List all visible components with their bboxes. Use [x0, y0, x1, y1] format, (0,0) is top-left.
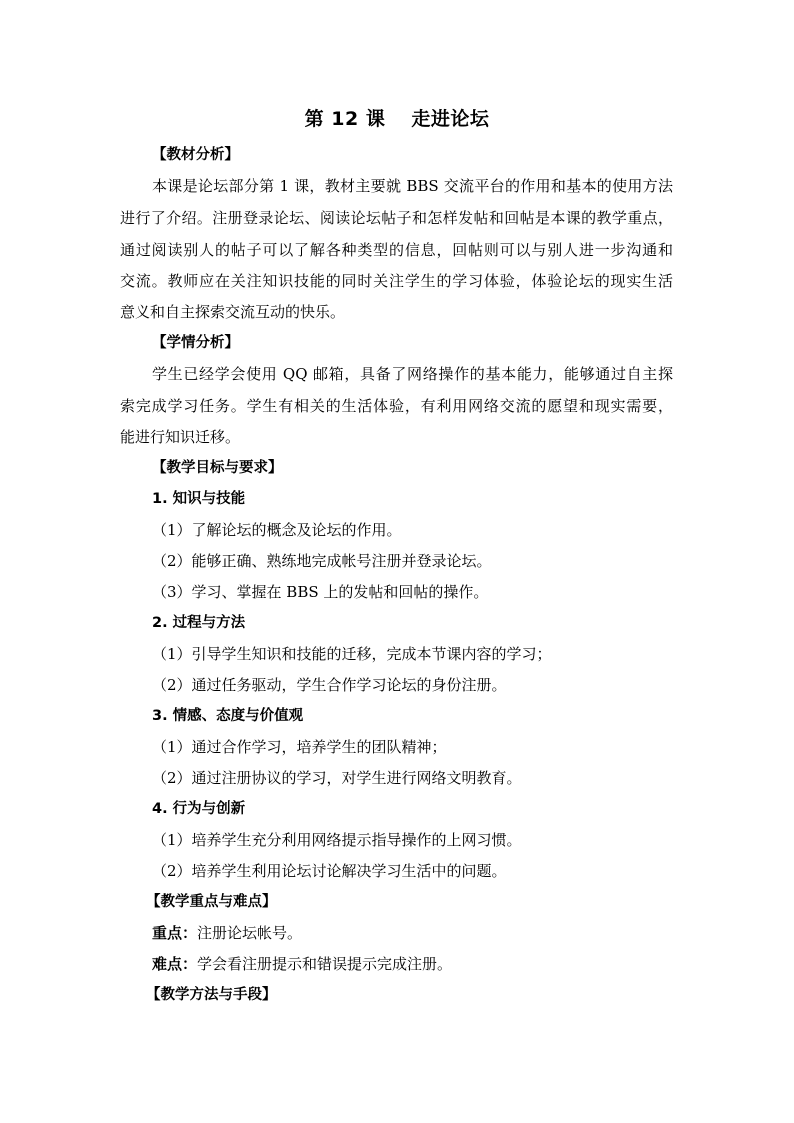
- section-heading-students: 【学情分析】: [152, 335, 239, 351]
- goal-item: （1）通过合作学习，培养学生的团队精神；: [152, 738, 447, 756]
- lesson-number: 第 12 课: [304, 108, 386, 130]
- difficult-point-label: 难点：: [152, 955, 198, 973]
- paragraph-line: 索完成学习任务。学生有相关的生活体验，有利用网络交流的愿望和现实需要，: [120, 397, 673, 415]
- goal-group-title: 2. 过程与方法: [152, 615, 246, 631]
- goal-item: （1）培养学生充分利用网络提示指导操作的上网习惯。: [152, 831, 522, 849]
- difficult-point-line: [152, 954, 712, 974]
- page-title: [0, 104, 794, 131]
- lesson-name: 走进论坛: [411, 108, 490, 130]
- section-heading-methods: 【教学方法与手段】: [146, 987, 277, 1003]
- goal-item: （2）培养学生利用论坛讨论解决学习生活中的问题。: [152, 862, 507, 880]
- key-point-line: [152, 923, 712, 943]
- goal-item: （3）学习、掌握在 BBS 上的发帖和回帖的操作。: [152, 583, 489, 601]
- paragraph-line: 意义和自主探索交流互动的快乐。: [120, 303, 346, 321]
- paragraph-line: 能进行知识迁移。: [120, 428, 241, 446]
- paragraph-line: 本课是论坛部分第 1 课，教材主要就 BBS 交流平台的作用和基本的使用方法: [152, 177, 673, 195]
- paragraph-line: 通过阅读别人的帖子可以了解各种类型的信息，回帖则可以与别人进一步沟通和: [120, 241, 673, 259]
- section-heading-goals: 【教学目标与要求】: [152, 460, 283, 476]
- section-heading-material: 【教材分析】: [152, 147, 239, 163]
- goal-item: （2）通过任务驱动，学生合作学习论坛的身份注册。: [152, 676, 507, 694]
- key-point-text: 注册论坛帐号。: [197, 924, 303, 942]
- goal-item: （2）通过注册协议的学习，对学生进行网络文明教育。: [152, 769, 522, 787]
- goal-group-title: 3. 情感、态度与价值观: [152, 708, 304, 724]
- goal-item: （1）引导学生知识和技能的迁移，完成本节课内容的学习；: [152, 645, 552, 663]
- paragraph-line: 进行了介绍。注册登录论坛、阅读论坛帖子和怎样发帖和回帖是本课的教学重点，: [120, 209, 673, 227]
- section-heading-keypoints: 【教学重点与难点】: [146, 894, 277, 910]
- goal-group-title: 1. 知识与技能: [152, 491, 246, 507]
- goal-item: （1）了解论坛的概念及论坛的作用。: [152, 521, 402, 539]
- goal-group-title: 4. 行为与创新: [152, 801, 246, 817]
- paragraph-line: 学生已经学会使用 QQ 邮箱，具备了网络操作的基本能力，能够通过自主探: [152, 365, 673, 383]
- difficult-point-text: 学会看注册提示和错误提示完成注册。: [197, 955, 453, 973]
- key-point-label: 重点：: [152, 924, 198, 942]
- goal-item: （2）能够正确、熟练地完成帐号注册并登录论坛。: [152, 552, 492, 570]
- paragraph-line: 交流。教师应在关注知识技能的同时关注学生的学习体验，体验论坛的现实生活: [120, 272, 673, 290]
